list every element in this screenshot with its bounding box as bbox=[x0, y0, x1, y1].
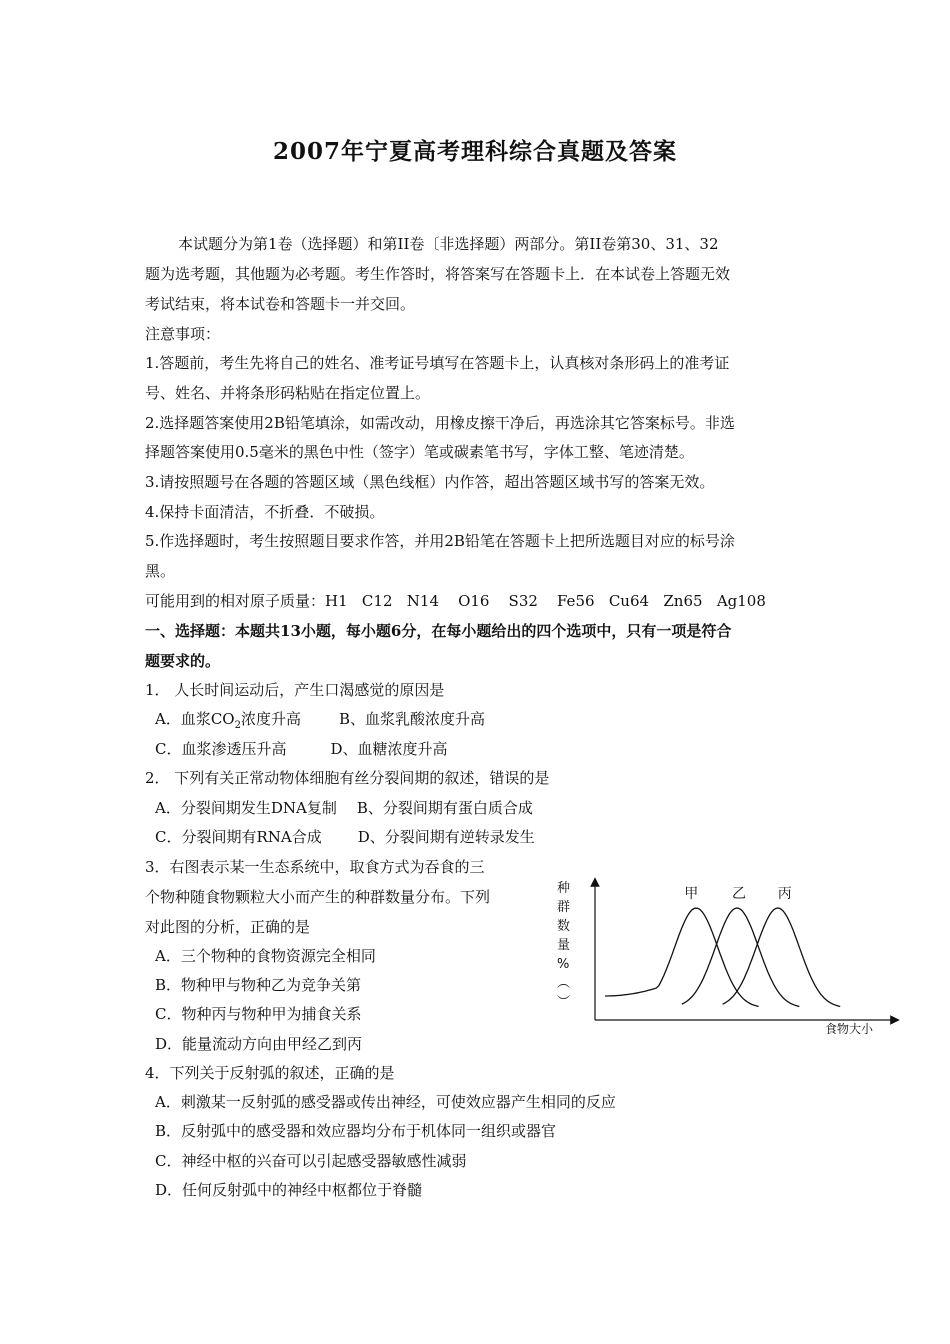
q3-option-b: B．物种甲与物种乙为竞争关第 bbox=[155, 976, 362, 994]
curve-甲 bbox=[605, 908, 759, 1006]
y-axis-label-char: ︵ bbox=[557, 976, 571, 991]
q1-option-c: C．血浆渗透压升高 bbox=[155, 740, 287, 758]
q4-option-b: B．反射弧中的感受器和效应器均分布于机体同一组织或器官 bbox=[155, 1122, 557, 1140]
page-title: 2007年宁夏高考理科综合真题及答案 bbox=[272, 138, 677, 165]
series-label-丙: 丙 bbox=[777, 886, 792, 902]
q4-option-a: A．刺激某一反射弧的感受器或传出神经，可使效应器产生相同的反应 bbox=[155, 1093, 616, 1111]
q1-option-b: B、血浆乳酸浓度升高 bbox=[339, 710, 486, 728]
series-label-乙: 乙 bbox=[732, 886, 746, 902]
section-1-heading: 一、选择题：本题共13小题，每小题6分，在每小题给出的四个选项中，只有一项是符合 bbox=[145, 622, 732, 640]
note-1b: 号、姓名、并将条形码粘贴在指定位置上。 bbox=[145, 384, 431, 402]
q2-option-d: D、分裂间期有逆转录发生 bbox=[357, 828, 535, 846]
y-axis-label-char: % bbox=[557, 957, 570, 972]
curve-乙 bbox=[682, 908, 800, 1007]
population-distribution-chart bbox=[545, 870, 905, 1050]
y-axis-label-char: 量 bbox=[557, 938, 571, 953]
section-1-heading-cont: 题要求的。 bbox=[145, 652, 221, 670]
x-axis-label: 食物大小 bbox=[825, 1022, 874, 1036]
y-axis-label-char: ︶ bbox=[557, 995, 571, 1010]
atomic-masses: 可能用到的相对原子质量：H1 C12 N14 O16 S32 Fe56 Cu64 Zn65 Ag108 bbox=[145, 592, 766, 610]
q3-stem-2: 个物种随食物颗粒大小而产生的种群数量分布。下列 bbox=[145, 888, 491, 906]
q2-option-b: B、分裂间期有蛋白质合成 bbox=[356, 799, 533, 817]
q2-option-a: A．分裂间期发生DNA复制 bbox=[155, 799, 337, 817]
q4-option-c: C．神经中枢的兴奋可以引起感受器敏感性减弱 bbox=[155, 1152, 467, 1170]
y-axis-label-char: 群 bbox=[557, 900, 571, 915]
q1-option-d: D、血糖浓度升高 bbox=[330, 740, 448, 758]
q3-stem-1: 3．右图表示某一生态系统中，取食方式为吞食的三 bbox=[145, 858, 485, 876]
q2-row-ab bbox=[155, 797, 533, 819]
y-axis-label-char: 种 bbox=[557, 881, 571, 896]
series-labels bbox=[684, 886, 792, 902]
note-3: 3.请按照题号在各题的答题区域（黑色线框）内作答，超出答题区域书写的答案无效。 bbox=[145, 473, 715, 491]
note-5a: 5.作选择题时，考生按照题目要求作答，并用2B铅笔在答题卡上把所选题目对应的标号涂 bbox=[145, 532, 735, 550]
q4-option-d: D．任何反射弧中的神经中枢都位于脊髓 bbox=[155, 1181, 423, 1199]
q1-stem: 1． 人长时间运动后，产生口渴感觉的原因是 bbox=[145, 681, 445, 699]
intro-line-3: 考试结束，将本试卷和答题卡一并交回。 bbox=[145, 295, 416, 313]
note-5b: 黑。 bbox=[145, 562, 176, 580]
note-2a: 2.选择题答案使用2B铅笔填涂，如需改动，用橡皮擦干净后，再选涂其它答案标号。非选 bbox=[145, 414, 735, 432]
q1-option-a: A．血浆$CO_2$浓度升高 bbox=[155, 710, 301, 731]
q3-option-d: D．能量流动方向由甲经乙到丙 bbox=[155, 1035, 363, 1053]
intro-line-2: 题为选考题，其他题为必考题。考生作答时，将答案写在答题卡上．在本试卷上答题无效 bbox=[145, 265, 731, 283]
q2-option-c: C．分裂间期有RNA合成 bbox=[155, 828, 322, 846]
y-axis-label bbox=[557, 881, 570, 1010]
curves bbox=[605, 908, 840, 1007]
q2-row-cd bbox=[155, 826, 535, 848]
q2-stem: 2． 下列有关正常动物体细胞有丝分裂间期的叙述，错误的是 bbox=[145, 769, 550, 787]
note-2b: 择题答案使用0.5毫米的黑色中性（签字）笔或碳素笔书写，字体工整、笔迹清楚。 bbox=[145, 443, 694, 461]
q3-option-c: C．物种丙与物种甲为捕食关系 bbox=[155, 1005, 362, 1023]
note-1a: 1.答题前，考生先将自己的姓名、准考证号填写在答题卡上，认真核对条形码上的准考证 bbox=[145, 354, 730, 372]
q1-row-ab bbox=[155, 708, 485, 737]
q4-stem: 4．下列关于反射弧的叙述，正确的是 bbox=[145, 1064, 395, 1082]
q3-option-a: A．三个物种的食物资源完全相同 bbox=[155, 947, 376, 965]
q3-stem-3: 对此图的分析，正确的是 bbox=[145, 918, 311, 936]
intro-line-1: 本试题分为第1卷（选择题）和第II卷〔非选择题）两部分。第II卷第30、31、32 bbox=[178, 235, 719, 253]
curve-丙 bbox=[723, 908, 841, 1007]
notes-heading: 注意事项： bbox=[145, 325, 221, 343]
series-label-甲: 甲 bbox=[684, 886, 699, 902]
note-4: 4.保持卡面清洁，不折叠．不破损。 bbox=[145, 503, 385, 521]
q1-row-cd bbox=[155, 738, 448, 760]
y-axis-label-char: 数 bbox=[557, 919, 571, 934]
